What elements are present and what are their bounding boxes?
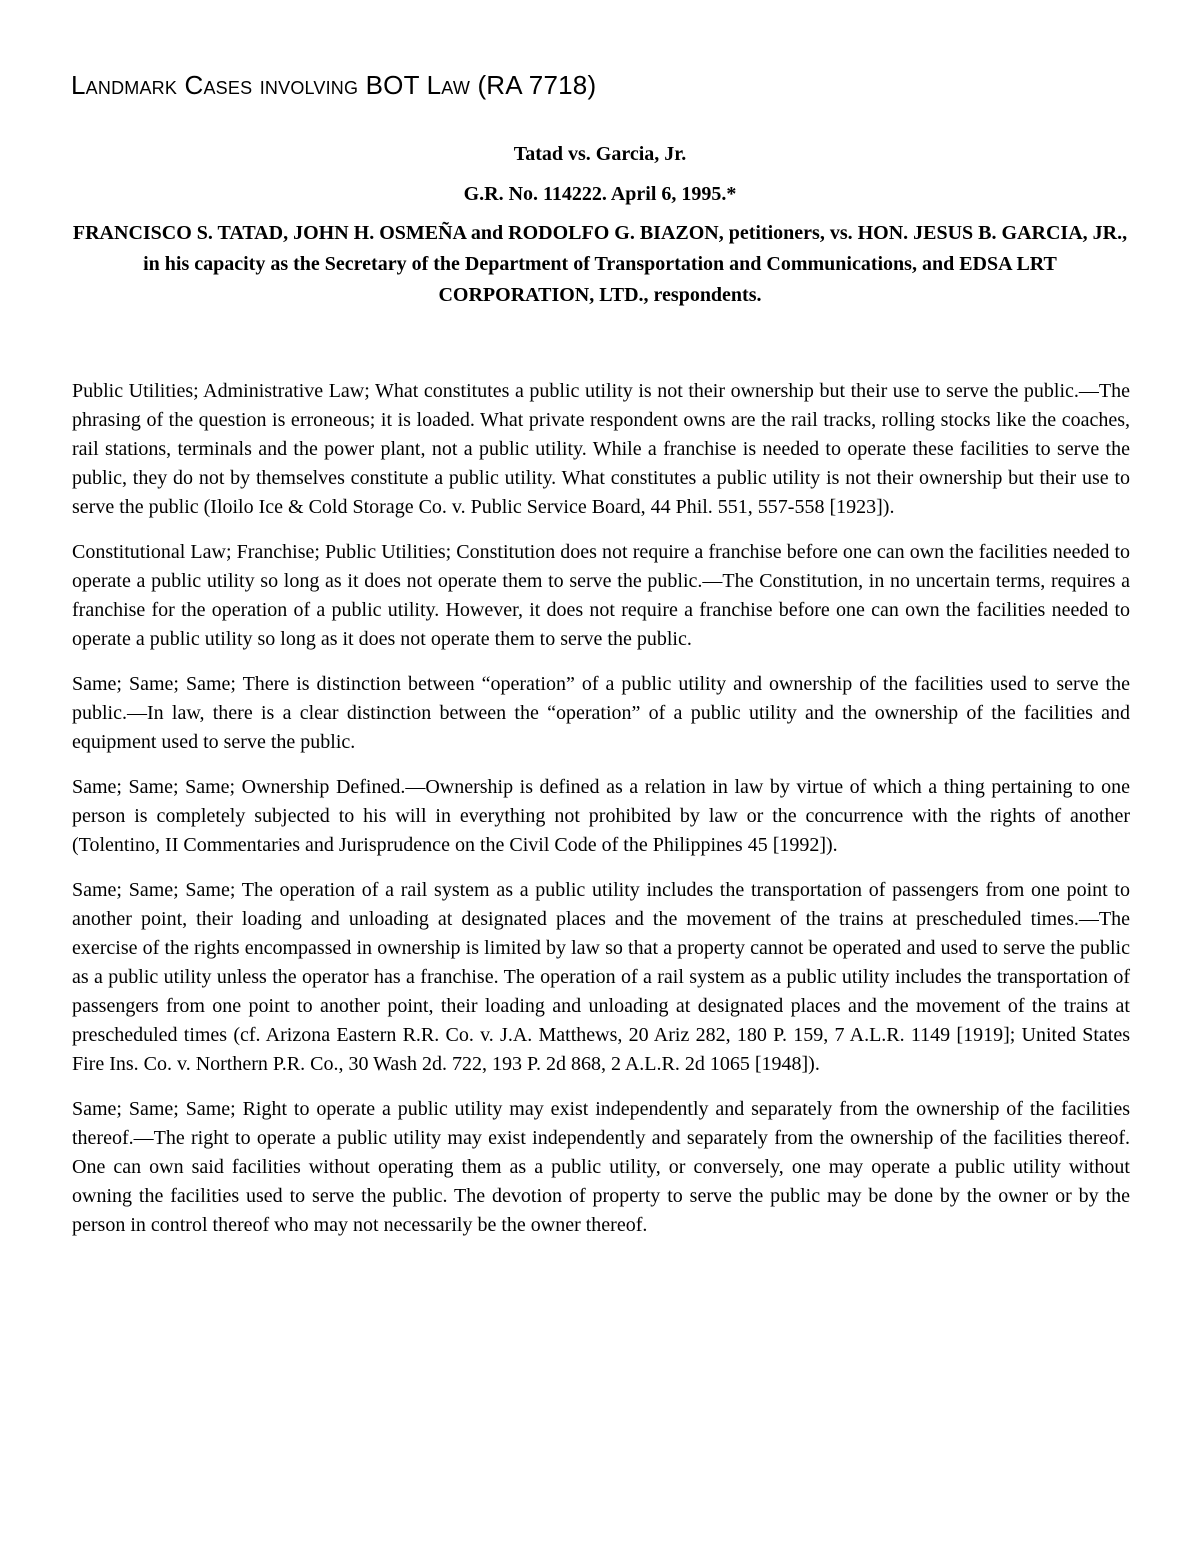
syllabus-paragraph: Constitutional Law; Franchise; Public Utilities; Constitution does not require a franchise before one can own the facilities needed to operate a public utility so long as it does not operate them to serve the public.—The Constitution, in no uncertain terms, requires a franchise for the operation of a public utility. However, it does not require a franchise before one can own the facilities needed to operate a public utility so long as it does not operate them to serve the public. [72,541,1130,650]
syllabus-paragraph: Public Utilities; Administrative Law; What constitutes a public utility is not their ownership but their use to serve the public.—The phrasing of the question is erroneous; it is loaded. What private respondent owns are the rail tracks, rolling stocks like the coaches, rail stations, terminals and the power plant, not a public utility. While a franchise is needed to operate these facilities to serve the public, they do not by themselves constitute a public utility. What constitutes a public utility is not their ownership but their use to serve the public (Iloilo Ice & Cold Storage Co. v. Public Service Board, 44 Phil. 551, 557-558 [1923]). [72,380,1130,518]
syllabus-paragraph: Same; Same; Same; Ownership Defined.—Ownership is defined as a relation in law by virtue of which a thing pertaining to one person is completely subjected to his will in everything not prohibited by law or the concurrence with the rights of another (Tolentino, II Commentaries and Jurisprudence on the Civil Code of the Philippines 45 [1992]). [72,776,1130,856]
case-title: Tatad vs. Garcia, Jr. [513,143,687,165]
case-header [72,140,1128,311]
syllabus-paragraph: Same; Same; Same; Right to operate a public utility may exist independently and separately from the ownership of the facilities thereof.—The right to operate a public utility may exist independently and separately from the ownership of the facilities thereof. One can own said facilities without operating them as a public utility, or conversely, one may operate a public utility without owning the facilities used to serve the public. The devotion of property to serve the public may be done by the owner or by the person in control thereof who may not necessarily be the owner thereof. [72,1098,1130,1236]
case-number: G.R. No. 114222. April 6, 1995.* [463,183,737,205]
document-heading: Landmark Cases involving BOT Law (RA 7718) [71,70,597,100]
case-parties: FRANCISCO S. TATAD, JOHN H. OSMEÑA and RODOLFO G. BIAZON, petitioners, vs. HON. JESUS B. GARCIA, JR., in his capacity as the Secretary of the Department of Transportation and Communications, and EDSA LRT CORPORATION, LTD., respondents. [72,222,1128,306]
syllabus-body [72,377,1130,1256]
syllabus-paragraph: Same; Same; Same; There is distinction between “operation” of a public utility and ownership of the facilities used to serve the public.—In law, there is a clear distinction between the “operation” of a public utility and the ownership of the facilities and equipment used to serve the public. [72,673,1130,753]
syllabus-paragraph: Same; Same; Same; The operation of a rail system as a public utility includes the transportation of passengers from one point to another point, their loading and unloading at designated places and the movement of the trains at prescheduled times.—The exercise of the rights encompassed in ownership is limited by law so that a property cannot be operated and used to serve the public as a public utility unless the operator has a franchise. The operation of a rail system as a public utility includes the transportation of passengers from one point to another point, their loading and unloading at designated places and the movement of the trains at prescheduled times (cf. Arizona Eastern R.R. Co. v. J.A. Matthews, 20 Ariz 282, 180 P. 159, 7 A.L.R. 1149 [1919]; United States Fire Ins. Co. v. Northern P.R. Co., 30 Wash 2d. 722, 193 P. 2d 868, 2 A.L.R. 2d 1065 [1948]). [72,879,1130,1075]
